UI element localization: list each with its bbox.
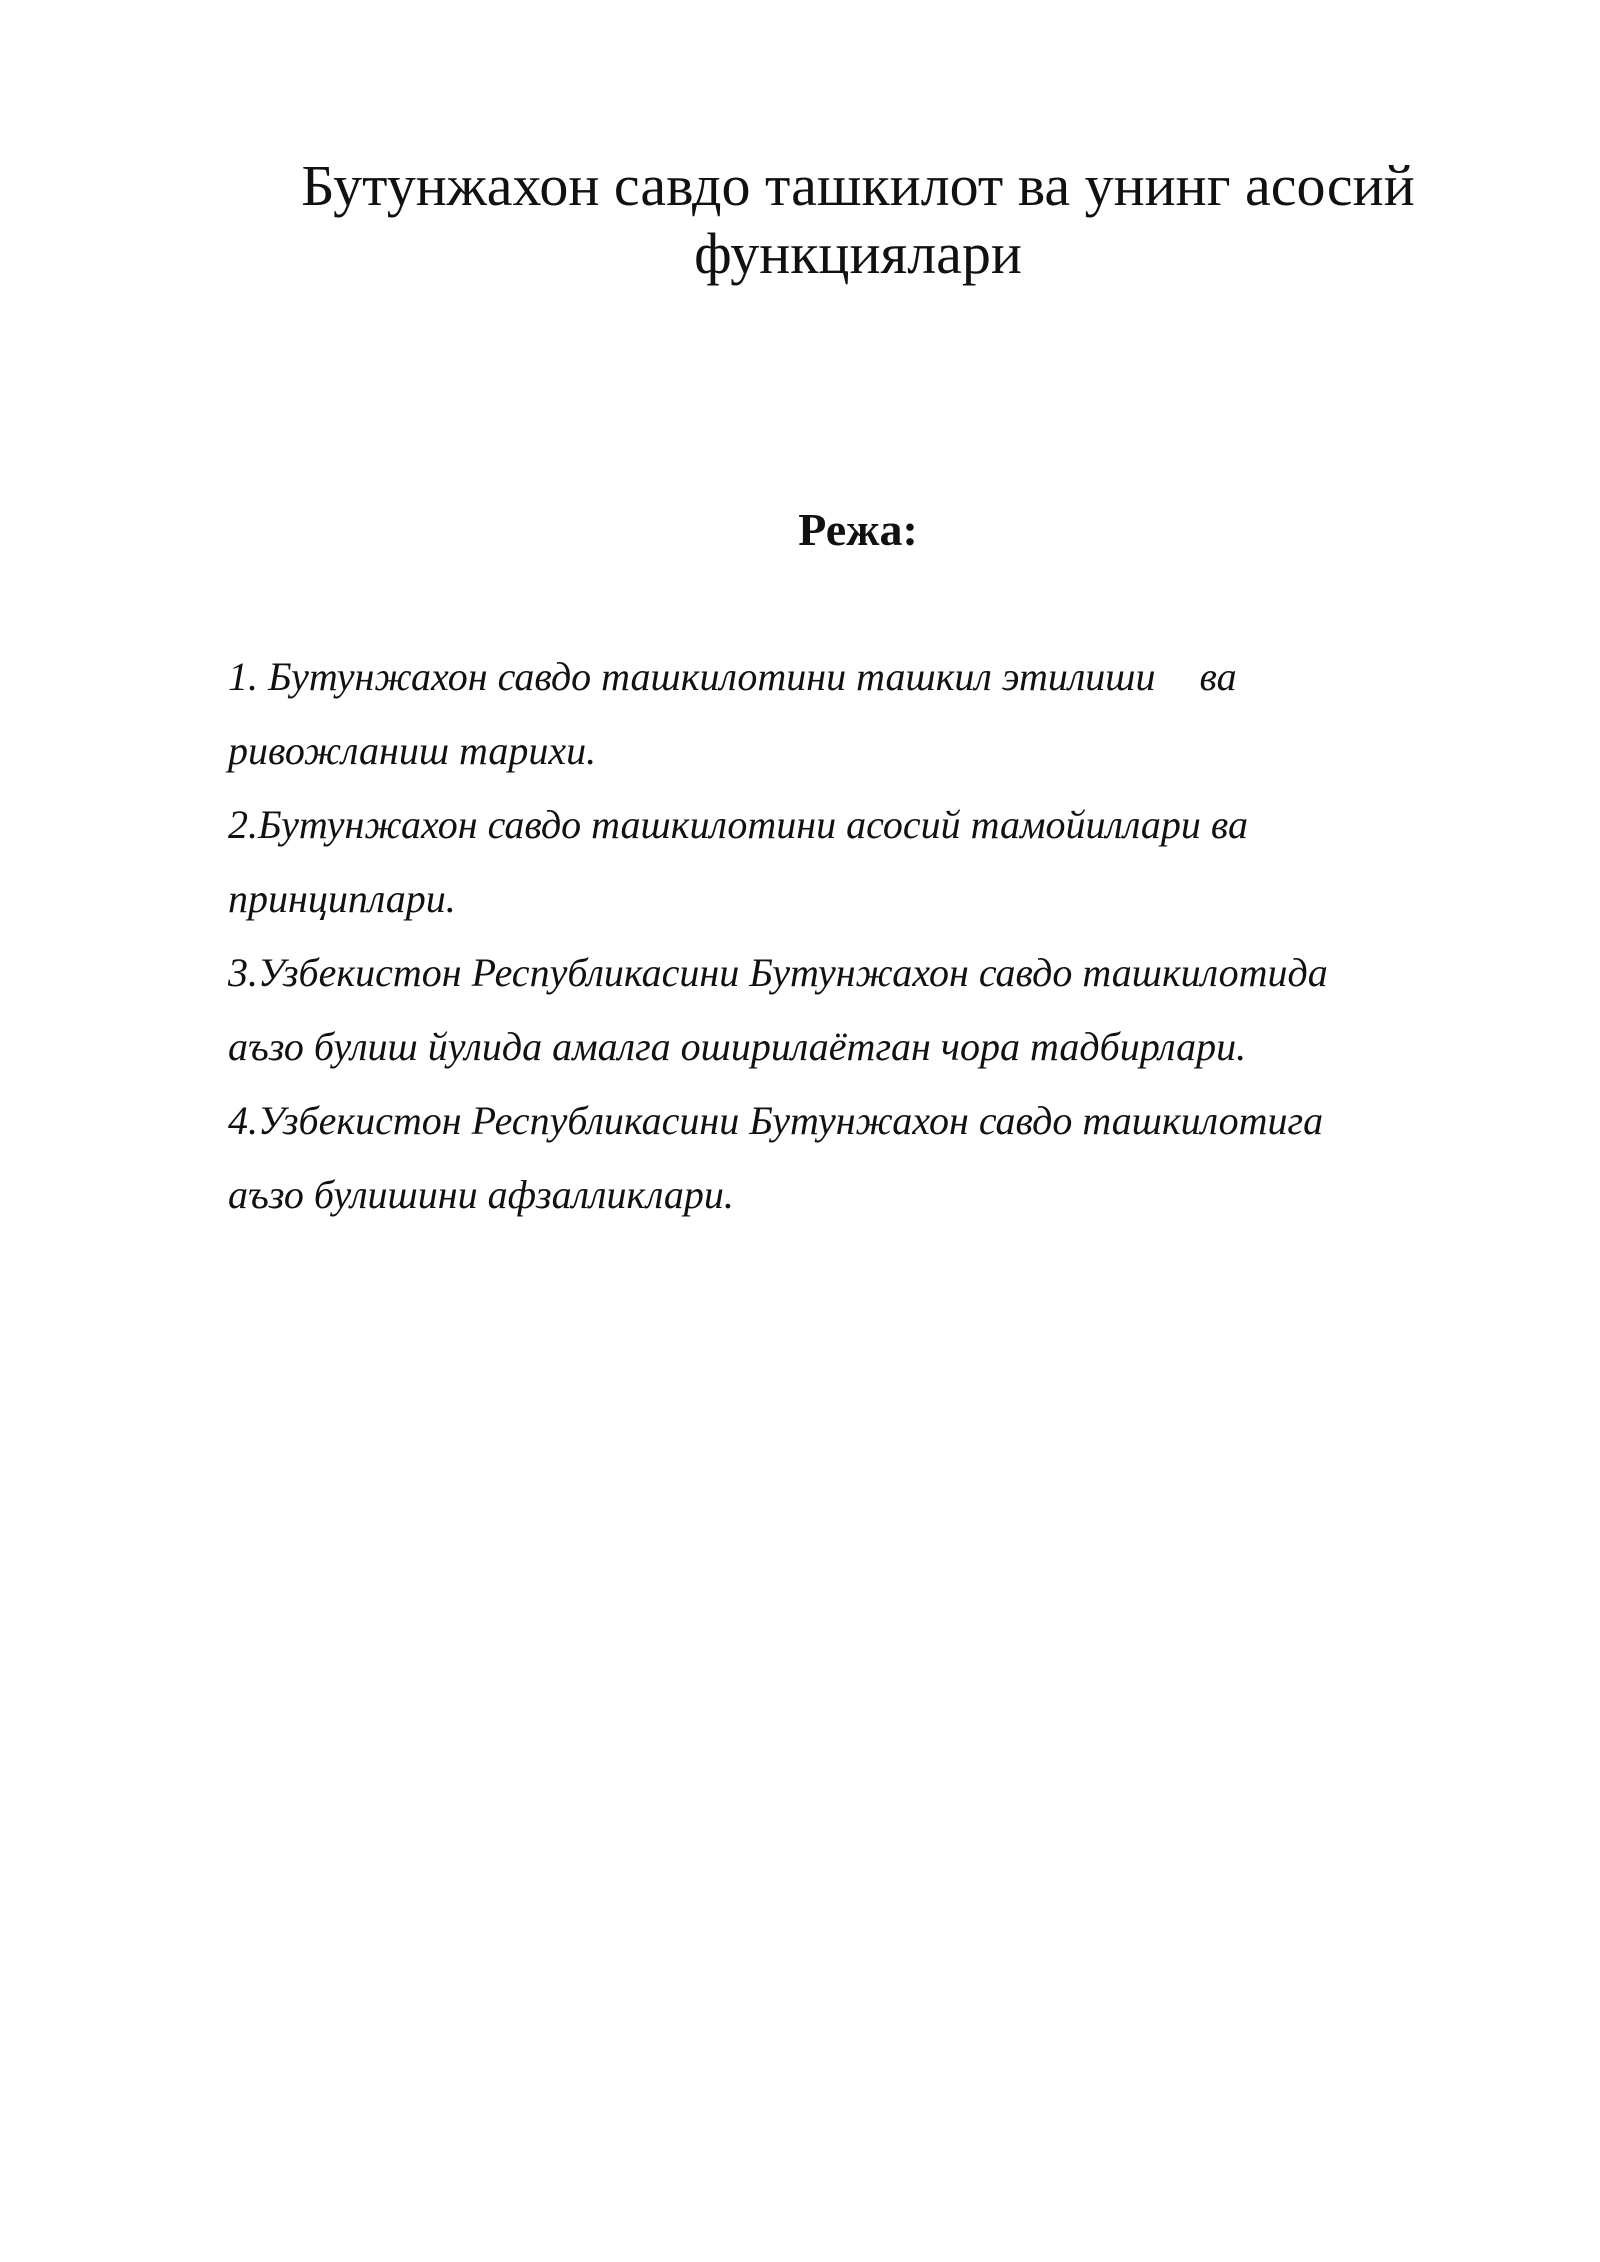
plan-item-1: [228, 640, 1488, 788]
plan-item-2: [228, 788, 1488, 936]
document-title: Бутунжахон савдо ташкилот ва унинг асосий функциялари: [301, 153, 1415, 286]
plan-item-line: 4.Узбекистон Республикасини Бутунжахон савдо ташкилотига: [228, 1098, 1324, 1143]
plan-item-line: 3.Узбекистон Республикасини Бутунжахон савдо ташкилотида: [228, 950, 1328, 995]
plan-list: [228, 640, 1488, 1232]
plan-item-line: принциплари.: [228, 876, 456, 921]
plan-item-4: [228, 1084, 1488, 1232]
plan-item-line: ривожланиш тарихи.: [228, 728, 597, 773]
plan-item-3: [228, 936, 1488, 1084]
plan-item-line: 2.Бутунжахон савдо ташкилотини асосий тамойиллари ва: [228, 802, 1248, 847]
plan-item-line: аъзо булишини афзалликлари.: [228, 1172, 734, 1217]
plan-item-text: 1. Бутунжахон савдо ташкилотини ташкил этилиши: [228, 654, 1156, 699]
plan-item-line: [228, 640, 1488, 714]
plan-item-line: аъзо булиш йулида амалга оширилаётган чора тадбирлари.: [228, 1024, 1247, 1069]
plan-item-text: ва: [1199, 654, 1237, 699]
plan-heading: Режа:: [798, 504, 918, 555]
